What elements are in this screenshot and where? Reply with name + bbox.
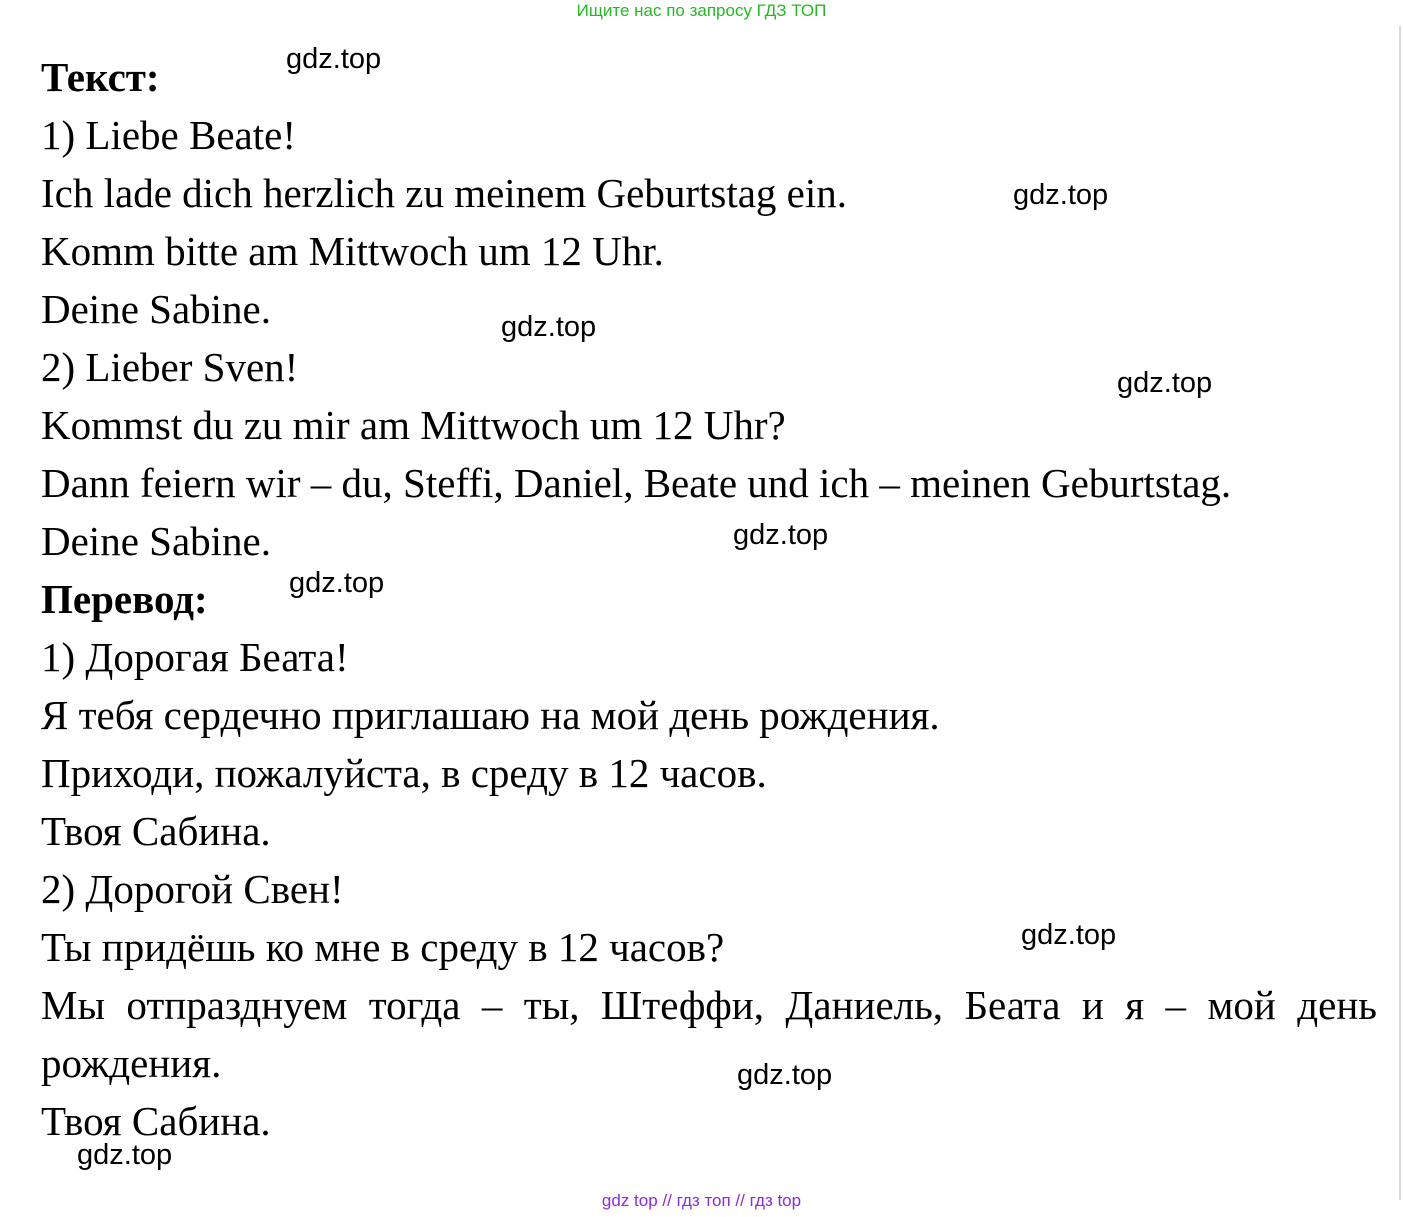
german-line-1: 1) Liebe Beate! xyxy=(41,112,296,158)
watermark: gdz.top xyxy=(286,43,382,75)
russian-line-5: 2) Дорогой Свен! xyxy=(41,866,344,912)
german-line-7: Dann feiern wir – du, Steffi, Daniel, Beate und ich – meinen Geburtstag. xyxy=(41,460,1232,506)
watermark: gdz.top xyxy=(1013,179,1109,211)
watermark: gdz.top xyxy=(1021,919,1117,951)
russian-line-2: Я тебя сердечно приглашаю на мой день рождения. xyxy=(41,692,940,738)
watermark: gdz.top xyxy=(501,311,597,343)
russian-line-6: Ты придёшь ко мне в среду в 12 часов? xyxy=(41,924,725,970)
watermark: gdz.top xyxy=(77,1139,173,1171)
footer-links: gdz top // гдз топ // гдз top xyxy=(601,1191,802,1210)
translation-heading: Перевод: xyxy=(41,576,208,622)
watermark: gdz.top xyxy=(733,519,829,551)
german-line-4: Deine Sabine. xyxy=(41,286,271,332)
russian-line-8: рождения. xyxy=(41,1040,222,1086)
text-heading: Текст: xyxy=(41,54,160,100)
russian-line-7: Мы отпразднуем тогда – ты, Штеффи, Даниель, Беата и я – мой день xyxy=(41,982,1377,1028)
german-line-2: Ich lade dich herzlich zu meinem Geburtstag ein. xyxy=(41,170,848,216)
watermark: gdz.top xyxy=(289,567,385,599)
top-banner: Ищите нас по запросу ГДЗ ТОП xyxy=(576,1,827,20)
russian-line-3: Приходи, пожалуйста, в среду в 12 часов. xyxy=(41,750,767,796)
russian-line-9: Твоя Сабина. xyxy=(41,1098,271,1144)
german-line-3: Komm bitte am Mittwoch um 12 Uhr. xyxy=(41,228,664,274)
russian-line-4: Твоя Сабина. xyxy=(41,808,271,854)
document-body xyxy=(41,48,1381,1150)
watermark: gdz.top xyxy=(737,1059,833,1091)
german-line-6: Kommst du zu mir am Mittwoch um 12 Uhr? xyxy=(41,402,786,448)
russian-line-1: 1) Дорогая Беата! xyxy=(41,634,349,680)
watermark: gdz.top xyxy=(1117,367,1213,399)
german-line-5: 2) Lieber Sven! xyxy=(41,344,299,390)
page-edge-divider xyxy=(1399,26,1401,1200)
german-line-8: Deine Sabine. xyxy=(41,518,271,564)
